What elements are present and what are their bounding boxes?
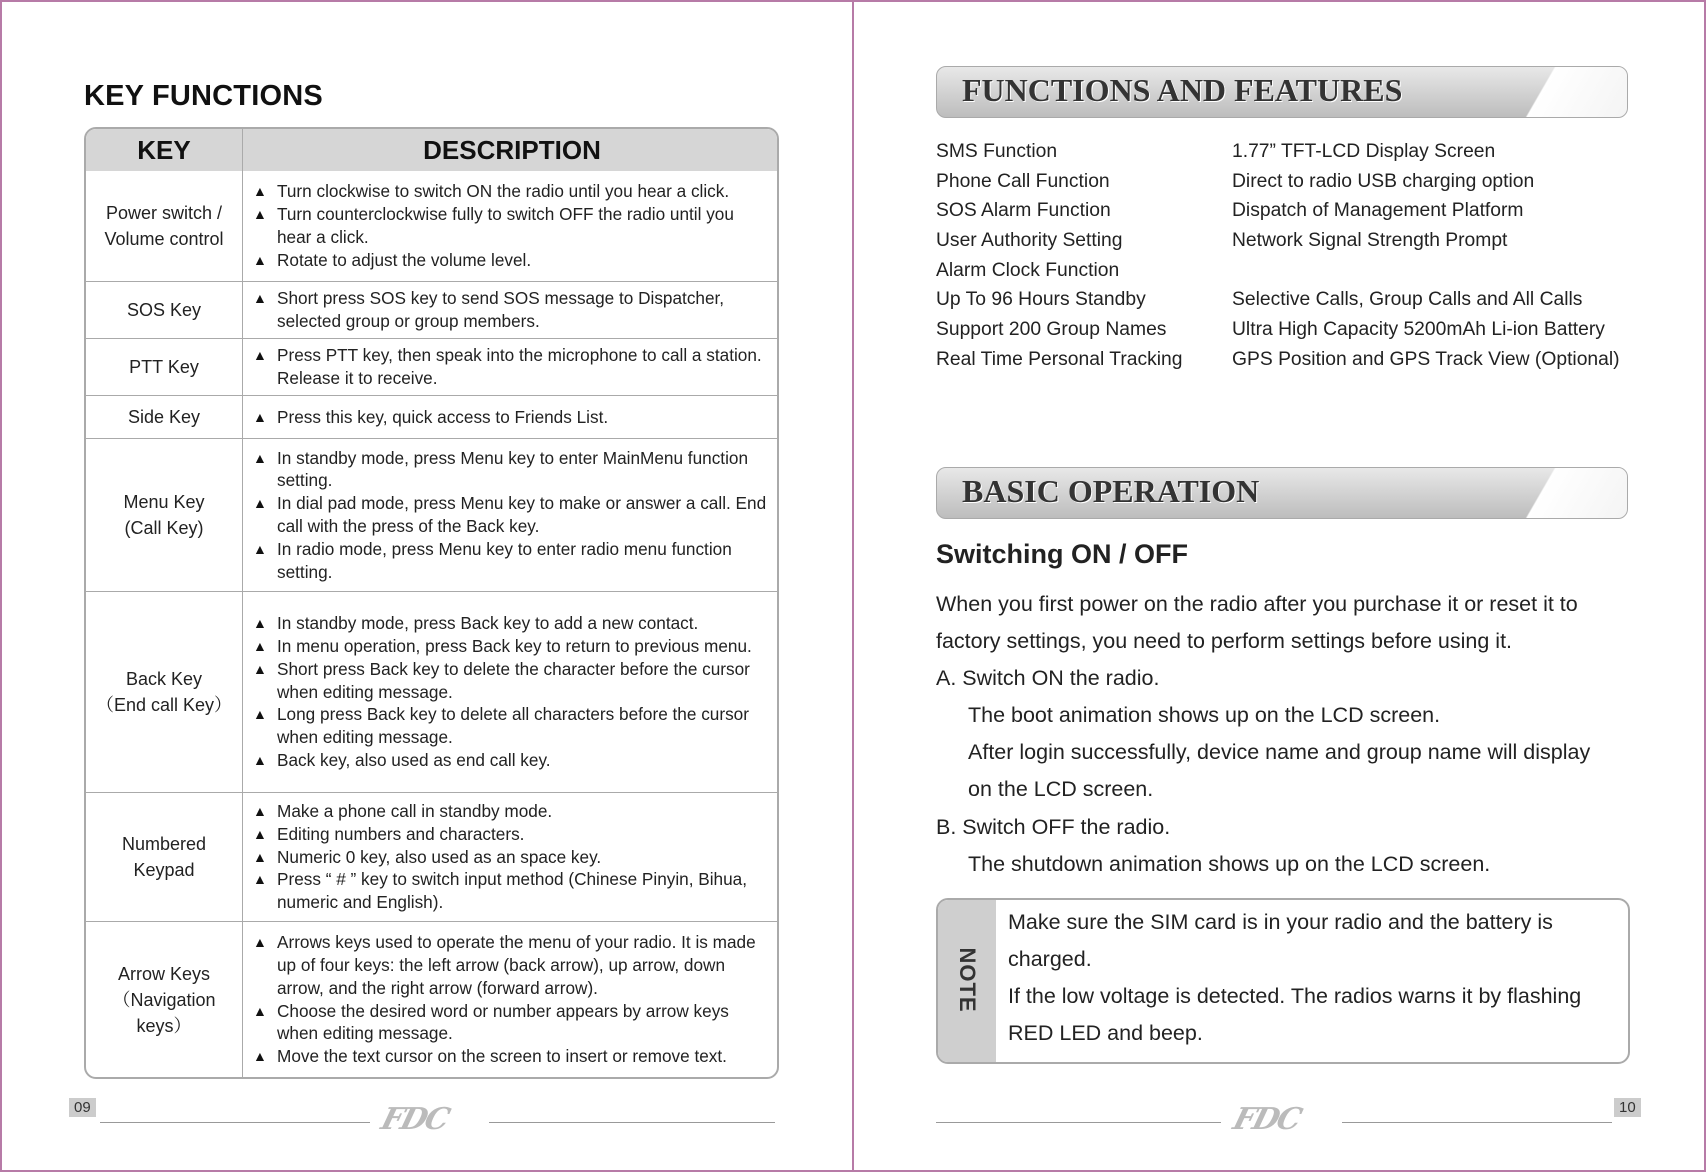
key-description-cell [243, 793, 777, 921]
feature-item: GPS Position and GPS Track View (Optional) [1232, 348, 1620, 370]
step-a-detail: After login successfully, device name and group name will display [968, 740, 1591, 765]
banner-decoration [1497, 67, 1627, 117]
feature-item: Alarm Clock Function [936, 259, 1120, 281]
feature-item: Up To 96 Hours Standby [936, 289, 1146, 311]
footer-rule [936, 1122, 1221, 1123]
description-bullet: ▲ Short press SOS key to send SOS message to Dispatcher, selected group or group members. [253, 287, 771, 333]
step-a: A. Switch ON the radio. [936, 666, 1160, 691]
page-number: 10 [1614, 1098, 1641, 1117]
step-a-detail: on the LCD screen. [968, 777, 1154, 802]
key-name-cell [86, 282, 243, 338]
description-bullet: ▲ In standby mode, press Menu key to enter MainMenu function setting. [253, 447, 771, 493]
key-functions-table [84, 127, 779, 1079]
features-right-list [1232, 137, 1620, 375]
header-key: KEY [86, 129, 243, 171]
key-description-cell [243, 592, 777, 792]
description-bullet: ▲ Long press Back key to delete all characters before the cursor when editing message. [253, 703, 771, 749]
description-bullet: ▲ Rotate to adjust the volume level. [253, 249, 771, 272]
description-bullet: ▲ Make a phone call in standby mode. [253, 800, 771, 823]
table-row [86, 395, 777, 438]
key-description-cell [243, 171, 777, 281]
key-name: Power switch / Volume control [104, 203, 224, 249]
description-bullet: ▲ Arrows keys used to operate the menu of your radio. It is made up of four keys: the left arrow (back arrow), up arrow, down arrow, and the right arrow (forward arrow). [253, 931, 771, 999]
key-name-cell [86, 439, 243, 591]
table-row [86, 171, 777, 281]
key-name: Menu Key (Call Key) [123, 492, 205, 538]
key-description-cell [243, 339, 777, 395]
feature-item: Network Signal Strength Prompt [1232, 230, 1508, 252]
note-label: NOTE [955, 947, 980, 1013]
note-box [936, 898, 1630, 1064]
table-row [86, 591, 777, 792]
key-name: Arrow Keys （Navigation keys） [112, 963, 216, 1036]
key-name-cell [86, 396, 243, 438]
table-row [86, 921, 777, 1077]
feature-item: SOS Alarm Function [936, 200, 1111, 222]
description-bullet: ▲ Turn counterclockwise fully to switch OFF the radio until you hear a click. [253, 203, 771, 249]
description-bullet: ▲ In dial pad mode, press Menu key to make or answer a call. End call with the press of the Back key. [253, 492, 771, 538]
key-name-cell [86, 922, 243, 1077]
key-name-cell [86, 171, 243, 281]
basic-operation-banner [936, 467, 1628, 519]
table-header-row [86, 129, 777, 171]
description-bullet: ▲ Short press Back key to delete the character before the cursor when editing message. [253, 658, 771, 704]
intro-line: When you first power on the radio after you purchase it or reset it to [936, 592, 1578, 616]
description-bullet: ▲ In menu operation, press Back key to return to previous menu. [253, 635, 771, 658]
key-name: SOS Key [126, 300, 202, 320]
banner-decoration [1497, 468, 1627, 518]
instructions [936, 586, 1636, 883]
description-bullet: ▲ Numeric 0 key, also used as an space key. [253, 846, 771, 869]
footer-rule [489, 1122, 775, 1123]
note-tab [938, 900, 996, 1062]
switching-heading: Switching ON / OFF [936, 539, 1188, 569]
description-bullet: ▲ In radio mode, press Menu key to enter radio menu function setting. [253, 538, 771, 584]
banner-title: BASIC OPERATION [962, 473, 1260, 509]
key-description-cell [243, 439, 777, 591]
key-name: Numbered Keypad [121, 834, 207, 880]
feature-item: Real Time Personal Tracking [936, 348, 1183, 370]
footer-rule [100, 1122, 370, 1123]
step-b: B. Switch OFF the radio. [936, 814, 1171, 839]
feature-item: Phone Call Function [936, 170, 1110, 192]
description-bullet: ▲ Press this key, quick access to Friends List. [253, 406, 771, 429]
description-bullet: ▲ Back key, also used as end call key. [253, 749, 771, 772]
feature-item: Selective Calls, Group Calls and All Calls [1232, 289, 1583, 311]
key-name: Back Key （End call Key） [95, 669, 233, 715]
description-bullet: ▲ Turn clockwise to switch ON the radio until you hear a click. [253, 180, 771, 203]
key-description-cell [243, 396, 777, 438]
banner-title: FUNCTIONS AND FEATURES [962, 72, 1403, 108]
description-bullet: ▲ Editing numbers and characters. [253, 823, 771, 846]
table-row [86, 281, 777, 338]
description-bullet: ▲ Move the text cursor on the screen to insert or remove text. [253, 1045, 771, 1068]
feature-item: SMS Function [936, 141, 1058, 162]
feature-item [1232, 256, 1620, 286]
step-a-detail: The boot animation shows up on the LCD screen. [968, 703, 1441, 728]
description-bullet: ▲ Choose the desired word or number appears by arrow keys when editing message. [253, 1000, 771, 1046]
key-description-cell [243, 922, 777, 1077]
functions-features-banner [936, 66, 1628, 118]
feature-item: 1.77” TFT-LCD Display Screen [1232, 141, 1496, 162]
note-line: If the low voltage is detected. The radios warns it by flashing [1008, 984, 1582, 1009]
description-bullet: ▲ In standby mode, press Back key to add a new contact. [253, 612, 771, 635]
table-row [86, 338, 777, 395]
step-b-detail: The shutdown animation shows up on the LCD screen. [968, 851, 1491, 876]
footer-rule [1342, 1122, 1612, 1123]
table-row [86, 792, 777, 921]
feature-item: Dispatch of Management Platform [1232, 200, 1524, 222]
feature-item: User Authority Setting [936, 230, 1123, 252]
key-name-cell [86, 793, 243, 921]
features-left-list [936, 137, 1182, 375]
key-functions-title: KEY FUNCTIONS [84, 80, 323, 112]
fdc-logo: FDC [377, 1102, 452, 1137]
table-row [86, 438, 777, 591]
fdc-logo: FDC [1229, 1102, 1304, 1137]
key-name-cell [86, 339, 243, 395]
intro-line: factory settings, you need to perform settings before using it. [936, 629, 1513, 654]
note-line: Make sure the SIM card is in your radio and the battery is [1008, 910, 1553, 934]
key-description-cell [243, 282, 777, 338]
right-page [852, 0, 1706, 1172]
note-text [1008, 904, 1622, 1052]
note-line: RED LED and beep. [1008, 1021, 1203, 1046]
note-line: charged. [1008, 947, 1092, 972]
page-number: 09 [69, 1098, 96, 1117]
description-bullet: ▲ Press PTT key, then speak into the microphone to call a station. Release it to receive. [253, 344, 771, 390]
feature-item: Direct to radio USB charging option [1232, 170, 1535, 192]
description-bullet: ▲ Press “ # ” key to switch input method (Chinese Pinyin, Bihua, numeric and English). [253, 868, 771, 914]
key-name-cell [86, 592, 243, 792]
key-name: Side Key [127, 407, 201, 427]
feature-item: Support 200 Group Names [936, 319, 1167, 341]
header-description: DESCRIPTION [423, 134, 601, 165]
feature-item: Ultra High Capacity 5200mAh Li-ion Battery [1232, 319, 1605, 341]
key-name: PTT Key [129, 357, 199, 377]
